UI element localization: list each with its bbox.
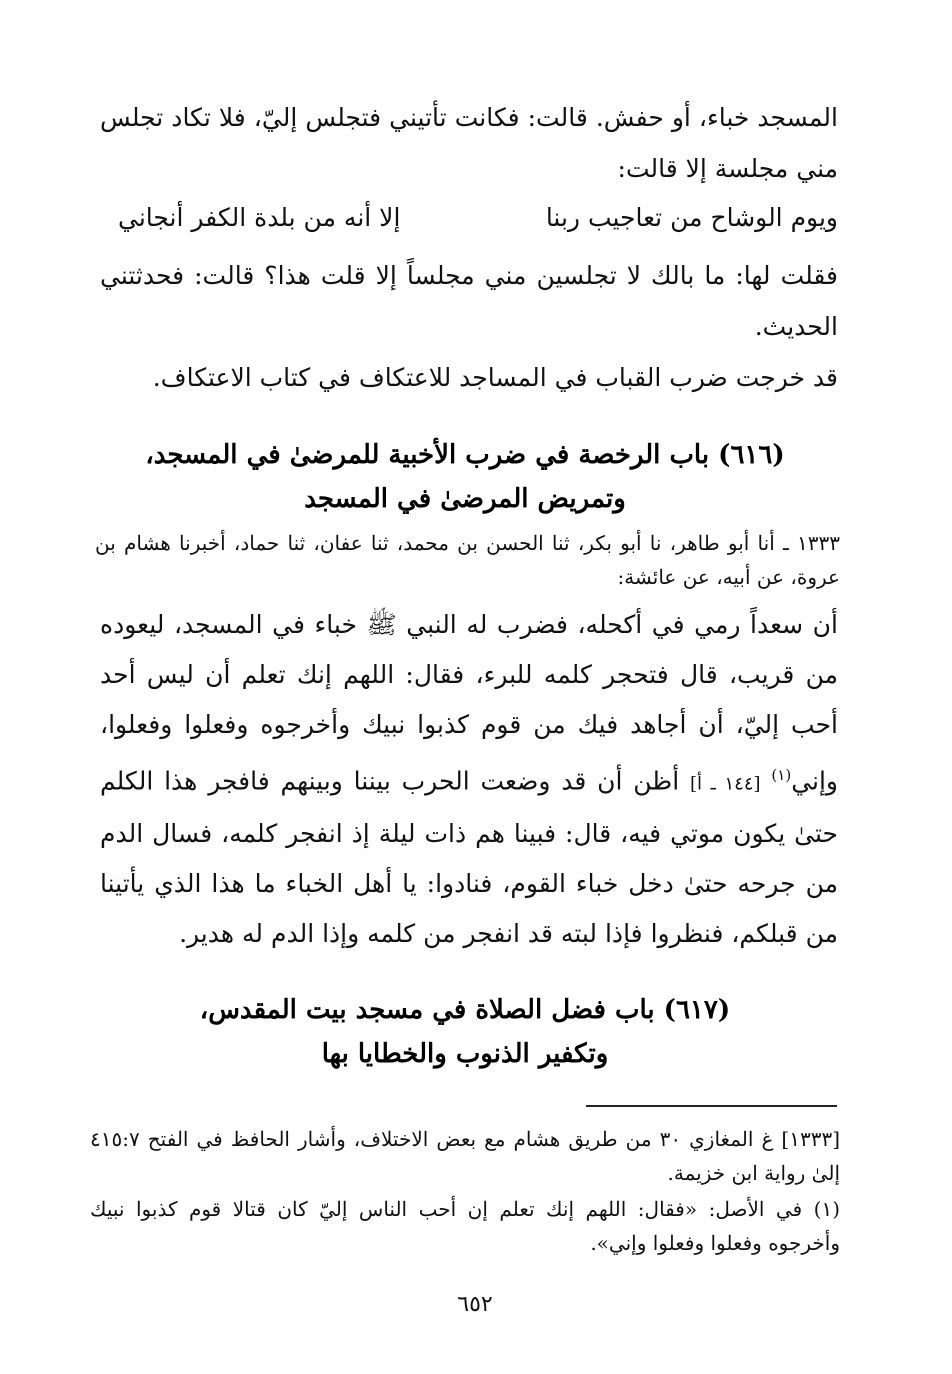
paragraph-dialogue: فقلت لها: ما بالك لا تجلسين مني مجلساً إلا قلت هذا؟ قالت: فحدثتني الحديث.	[100, 261, 838, 341]
chapter-616-title-line2: وتمريض المرضىٰ في المسجد	[304, 484, 626, 514]
footnote-1: (١) في الأصل: «فقال: اللهم إنك تعلم إن أحب الناس إليّ كان قتالا قوم كذبوا نبيك وأخرجوه وفعلوا وفعلوا وإني».	[90, 1197, 840, 1255]
poem-second-hemistich: إلا أنه من بلدة الكفر أنجاني	[118, 203, 401, 232]
hadith-1333-isnad: ١٣٣٣ ـ أنا أبو طاهر، نا أبو بكر، ثنا الحسن بن محمد، ثنا عفان، ثنا حماد، أخبرنا هشام بن عروة، عن أبيه، عن عائشة:	[95, 531, 840, 589]
paragraph-intro: المسجد خباء، أو حفش. قالت: فكانت تأتيني فتجلس إليّ، فلا تكاد تجلس مني مجلسة إلا قالت:	[100, 103, 838, 183]
chapter-heading-617	[120, 988, 810, 1076]
matn-text-part2: أظن أن قد وضعت الحرب بيننا وبينهم فافجر هذا الكلم حتىٰ يكون موتي فيه، قال: فبينا هم ذات ليلة إذ انفجر كلمه، فسال الدم من جرحه حتىٰ دخل خباء القوم، فنادوا: يا أهل الخباء ما هذا الذي يأتينا من قبلكم، فنظروا فإذا لبته قد انفجر من كلمه وإذا الدم له هدير.	[100, 766, 838, 949]
chapter-616-title-line1: (٦١٦) باب الرخصة في ضرب الأخبية للمرضىٰ في المسجد،	[145, 440, 785, 470]
footnote-1333: [١٣٣٣] غ المغازي ٣٠ من طريق هشام مع بعض الاختلاف، وأشار الحافظ في الفتح ٤١٥:٧ إلىٰ رواية ابن خزيمة.	[90, 1127, 841, 1185]
footnote-separator	[586, 1105, 837, 1107]
poem-verse	[100, 194, 838, 242]
hadith-1333-matn	[100, 600, 838, 959]
chapter-617-title-line1: (٦١٧) باب فضل الصلاة في مسجد بيت المقدس،	[199, 995, 731, 1025]
footnote-ref-1: (١)	[771, 766, 792, 784]
paragraph-cross-reference: قد خرجت ضرب القباب في المساجد للاعتكاف في كتاب الاعتكاف.	[152, 363, 838, 392]
matn-text-part1: أن سعداً رمي في أكحله، فضرب له النبي ﷺ خباء في المسجد، ليعوده من قريب، قال فتحجر كلمه للبرء، فقال: اللهم إنك تعلم أن ليس أحد أحب إليّ، أن أجاهد فيك من قوم كذبوا نبيك وأخرجوه وفعلوا وفعلوا، وإني	[100, 610, 839, 796]
chapter-heading-616	[120, 433, 810, 521]
chapter-617-title-line2: وتكفير الذنوب والخطايا بها	[321, 1039, 609, 1069]
page-number: ٦٥٢	[457, 1292, 493, 1317]
poem-first-hemistich: ويوم الوشاح من تعاجيب ربنا	[545, 203, 838, 232]
manuscript-folio-marker: [١٤٤ ـ أ]	[690, 773, 761, 795]
